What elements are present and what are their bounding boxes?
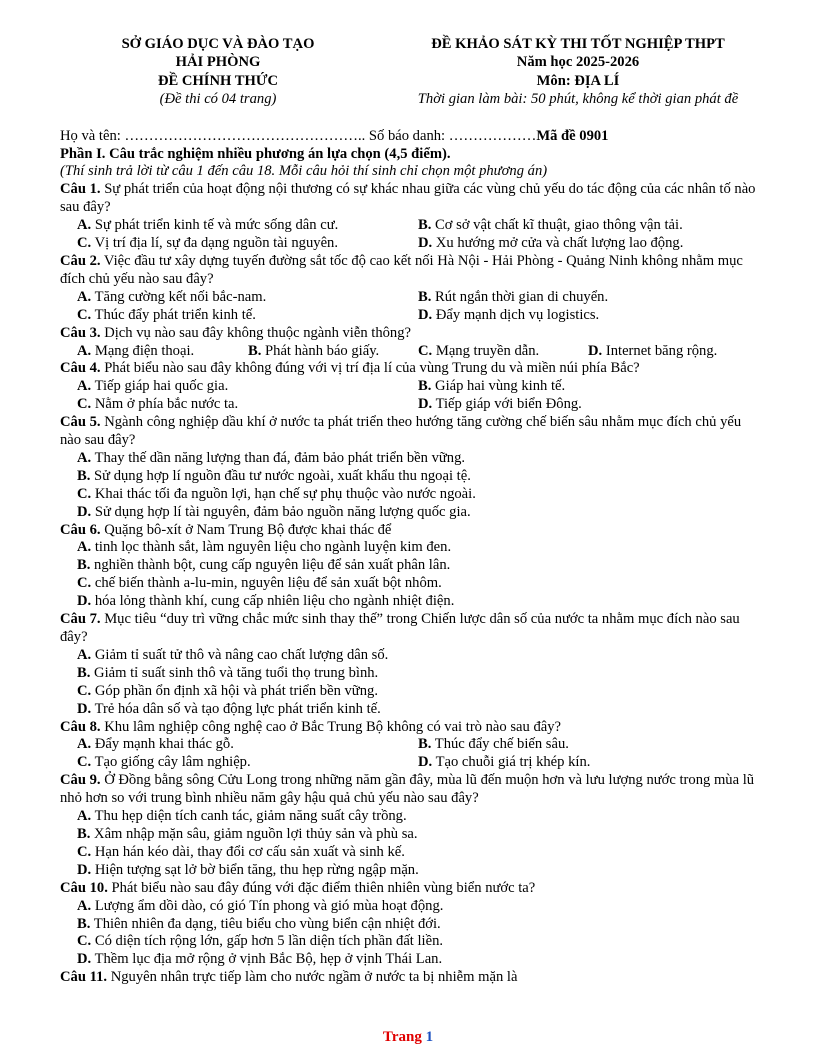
- option-c: C. Góp phần ổn định xã hội và phát triển bền vững.: [77, 682, 378, 699]
- option-a: A. Đẩy mạnh khai thác gỗ.: [77, 736, 234, 753]
- part-title: Phần I. Câu trắc nghiệm nhiều phương án lựa chọn (4,5 điểm).: [60, 145, 451, 162]
- question-number: Câu 6.: [60, 521, 101, 538]
- option-b: B. Sử dụng hợp lí nguồn đầu tư nước ngoài, xuất khẩu thu ngoại tệ.: [77, 467, 471, 484]
- question-number: Câu 4.: [60, 360, 101, 377]
- question-number: Câu 7.: [60, 611, 101, 628]
- option-b: B. Thúc đẩy chế biến sâu.: [418, 736, 569, 753]
- header-left: [68, 35, 368, 109]
- exam-header: [60, 35, 760, 109]
- question-stem: [60, 880, 760, 898]
- question-stem: [60, 522, 760, 540]
- student-info-line: [60, 128, 760, 146]
- option-d: D. Hiện tượng sạt lở bờ biển tăng, thu hẹp rừng ngập mặn.: [77, 861, 419, 878]
- option-d: D. Tạo chuỗi giá trị khép kín.: [418, 754, 591, 771]
- exam-code: Mã đề 0901: [536, 127, 609, 144]
- page-count-note: (Đề thi có 04 trang): [159, 91, 277, 108]
- official-label: ĐỀ CHÍNH THỨC: [157, 72, 278, 89]
- question-text: Khu lâm nghiệp công nghệ cao ở Bắc Trung Bộ không có vai trò nào sau đây?: [100, 718, 561, 735]
- question-number: Câu 9.: [60, 772, 101, 789]
- page-footer: [0, 1029, 816, 1047]
- question-stem: [60, 611, 760, 647]
- option-a: A. Giảm tỉ suất tử thô và nâng cao chất lượng dân số.: [77, 646, 389, 663]
- question-number: Câu 2.: [60, 252, 101, 269]
- option-d: D. Trẻ hóa dân số và tạo động lực phát triển kinh tế.: [77, 700, 381, 717]
- option-c: C. Mạng truyền dẫn.: [418, 342, 540, 359]
- city-name: HẢI PHÒNG: [175, 54, 261, 71]
- question-stem: [60, 772, 760, 808]
- option-a: A. Thay thế dần năng lượng than đá, đảm bảo phát triển bền vững.: [77, 449, 466, 466]
- option-row: [60, 378, 760, 396]
- question: [60, 360, 760, 414]
- option-d: D. hóa lỏng thành khí, cung cấp nhiên liệu cho ngành nhiệt điện.: [77, 593, 455, 610]
- option-c: C. Hạn hán kéo dài, thay đổi cơ cấu sản xuất và sinh kế.: [77, 843, 405, 860]
- question: [60, 719, 760, 773]
- question-text: Phát biểu nào sau đây không đúng với vị trí địa lí của vùng Trung du và miền núi phía Bắc?: [100, 360, 640, 377]
- option-row: [60, 307, 760, 325]
- question: [60, 611, 760, 718]
- option-b: B. nghiền thành bột, cung cấp nguyên liệu để sản xuất phân lân.: [77, 557, 451, 574]
- part-instruction: (Thí sinh trả lời từ câu 1 đến câu 18. Mỗi câu hỏi thí sinh chỉ chọn một phương án): [60, 163, 548, 180]
- option-d: D. Internet băng rộng.: [588, 342, 718, 359]
- option-b: B. Rút ngắn thời gian di chuyển.: [418, 288, 609, 305]
- question-text: Việc đầu tư xây dựng tuyến đường sắt tốc độ cao kết nối Hà Nội - Hải Phòng - Quảng Ninh không nhằm mục đích chủ yếu nào sau đây?: [60, 252, 743, 287]
- department-name: SỞ GIÁO DỤC VÀ ĐÀO TẠO: [121, 36, 315, 52]
- question-number: Câu 3.: [60, 324, 101, 341]
- question: [60, 880, 760, 970]
- option-c: C. Thúc đẩy phát triển kinh tế.: [77, 306, 256, 323]
- exam-page: [60, 35, 760, 987]
- option-c: C. chế biến thành a-lu-min, nguyên liệu để sản xuất bột nhôm.: [77, 575, 442, 592]
- question-stem: [60, 181, 760, 217]
- option-a: A. Tiếp giáp hai quốc gia.: [77, 378, 229, 395]
- option-a: A. Lượng ẩm dồi dào, có gió Tín phong và gió mùa hoạt động.: [77, 897, 444, 914]
- question-number: Câu 5.: [60, 414, 101, 431]
- page-label: Trang: [382, 1029, 422, 1045]
- question-text: Sự phát triển của hoạt động nội thương có sự khác nhau giữa các vùng chủ yếu do tác động của các nhân tố nào sau đây?: [60, 181, 756, 216]
- option-b: B. Phát hành báo giấy.: [248, 342, 380, 359]
- question-text: Mục tiêu “duy trì vững chắc mức sinh thay thế” trong Chiến lược dân số của nước ta nhằm mục đích nào sau đây?: [60, 611, 740, 645]
- exam-title: ĐỀ KHẢO SÁT KỲ THI TỐT NGHIỆP THPT: [431, 36, 725, 52]
- option-c: C. Nằm ở phía bắc nước ta.: [77, 396, 239, 413]
- option-b: B. Xâm nhập mặn sâu, giảm nguồn lợi thủy sản và phù sa.: [77, 825, 418, 842]
- question-number: Câu 11.: [60, 969, 108, 986]
- question: [60, 414, 760, 521]
- question-stem: [60, 360, 760, 378]
- option-b: B. Giáp hai vùng kinh tế.: [418, 378, 566, 395]
- option-a: A. Thu hẹp diện tích canh tác, giảm năng suất cây trồng.: [77, 808, 407, 825]
- option-a: A. tinh lọc thành sắt, làm nguyên liệu cho ngành luyện kim đen.: [77, 539, 452, 556]
- question: [60, 969, 760, 987]
- question: [60, 253, 760, 325]
- option-d: D. Đẩy mạnh dịch vụ logistics.: [418, 306, 600, 323]
- option-row: [60, 754, 760, 772]
- question-stem: [60, 969, 760, 987]
- question: [60, 325, 760, 361]
- question-number: Câu 1.: [60, 181, 101, 198]
- option-row: [60, 343, 760, 361]
- option-row: [60, 396, 760, 414]
- option-c: C. Tạo giống cây lâm nghiệp.: [77, 754, 251, 771]
- option-c: C. Vị trí địa lí, sự đa dạng nguồn tài nguyên.: [77, 235, 338, 252]
- student-id-label: Số báo danh: ………………: [365, 127, 537, 144]
- option-a: A. Mạng điện thoại.: [77, 342, 195, 359]
- question-text: Dịch vụ nào sau đây không thuộc ngành viễn thông?: [100, 324, 412, 341]
- question-text: Phát biểu nào sau đây đúng với đặc điểm thiên nhiên vùng biển nước ta?: [107, 879, 536, 896]
- time-note: Thời gian làm bài: 50 phút, không kể thời gian phát đề: [417, 91, 739, 108]
- option-b: B. Cơ sở vật chất kĩ thuật, giao thông vận tải.: [418, 217, 683, 234]
- question-stem: [60, 325, 760, 343]
- option-b: B. Thiên nhiên đa dạng, tiêu biểu cho vùng biển cận nhiệt đới.: [77, 915, 441, 932]
- option-row: [60, 736, 760, 754]
- option-d: D. Thềm lục địa mở rộng ở vịnh Bắc Bộ, hẹp ở vịnh Thái Lan.: [77, 951, 443, 968]
- header-right: [388, 35, 768, 109]
- question-stem: [60, 414, 760, 450]
- question-stem: [60, 253, 760, 289]
- option-row: [60, 217, 760, 235]
- option-d: D. Sử dụng hợp lí tài nguyên, đảm bảo nguồn năng lượng quốc gia.: [77, 503, 471, 520]
- question-number: Câu 8.: [60, 718, 101, 735]
- question-list: [60, 181, 760, 987]
- option-a: A. Sự phát triển kinh tế và mức sống dân cư.: [77, 217, 339, 234]
- option-c: C. Khai thác tối đa nguồn lợi, hạn chế sự phụ thuộc vào nước ngoài.: [77, 485, 476, 502]
- question-text: Nguyên nhân trực tiếp làm cho nước ngầm ở nước ta bị nhiễm mặn là: [107, 969, 518, 986]
- question: [60, 181, 760, 253]
- option-a: A. Tăng cường kết nối bắc-nam.: [77, 288, 267, 305]
- option-d: D. Tiếp giáp với biển Đông.: [418, 396, 582, 413]
- question-text: Quặng bô-xít ở Nam Trung Bộ được khai thác để: [100, 521, 392, 538]
- subject: Môn: ĐỊA LÍ: [536, 72, 620, 89]
- question-text: Ngành công nghiệp dầu khí ở nước ta phát triển theo hướng tăng cường chế biến sâu nhằm mục đích chủ yếu nào sau đây?: [60, 414, 742, 449]
- option-d: D. Xu hướng mở cửa và chất lượng lao động.: [418, 235, 684, 252]
- question-number: Câu 10.: [60, 879, 108, 896]
- option-b: B. Giảm tỉ suất sinh thô và tăng tuổi thọ trung bình.: [77, 664, 379, 681]
- school-year: Năm học 2025-2026: [516, 54, 640, 71]
- option-c: C. Có diện tích rộng lớn, gấp hơn 5 lần diện tích phần đất liền.: [77, 933, 444, 950]
- question: [60, 772, 760, 879]
- page-number: 1: [425, 1029, 434, 1045]
- option-row: [60, 289, 760, 307]
- option-row: [60, 235, 760, 253]
- question-text: Ở Đồng bằng sông Cửu Long trong những năm gần đây, mùa lũ đến muộn hơn và lưu lượng nước trong mùa lũ nhỏ hơn so với trung bình nhiều năm gây hậu quả chủ yếu nào sau đây?: [60, 772, 755, 807]
- student-name-label: Họ và tên: …………………………………………..: [60, 127, 366, 144]
- question: [60, 522, 760, 612]
- question-stem: [60, 719, 760, 737]
